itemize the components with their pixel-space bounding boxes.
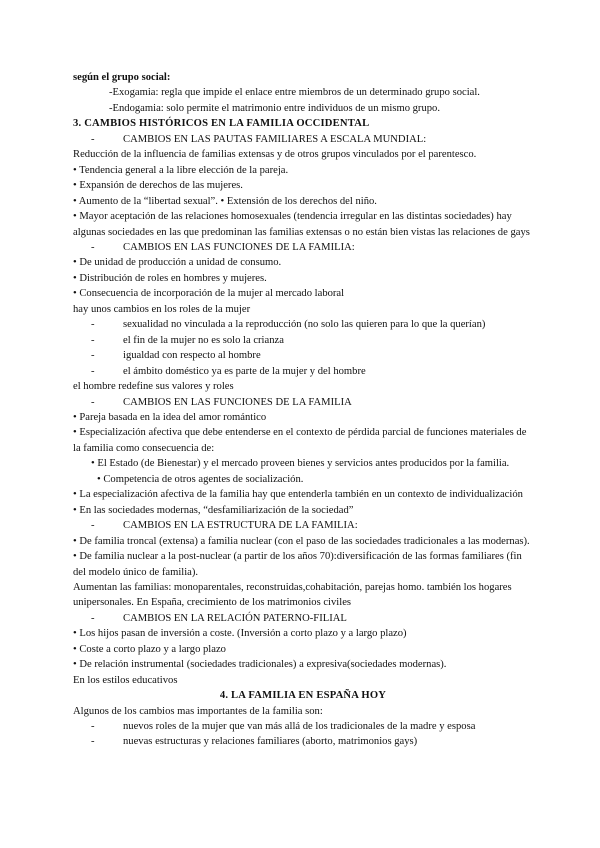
dash-marker: - — [91, 736, 95, 748]
bullet-item: • La especialización afectiva de la familia hay que entenderla también en un contexto de individualización — [73, 489, 523, 501]
text-line: En los estilos educativos — [73, 674, 178, 686]
dash-item — [73, 719, 533, 734]
bullet-item: • Coste a corto plazo y a largo plazo — [73, 643, 226, 655]
text-line: el hombre redefine sus valores y roles — [73, 381, 234, 393]
dash-item — [73, 317, 533, 332]
text-line: Aumentan las familias: monoparentales, reconstruidas,cohabitación, parejas homo. también los hogares unipersonales. En España, crecimiento de los matrimonios civiles — [73, 581, 512, 609]
bullet-item: • De relación instrumental (sociedades tradicionales) a expresiva(sociedades modernas). — [73, 659, 447, 671]
dash-marker: - — [91, 365, 95, 377]
dash-item — [73, 333, 533, 348]
bullet-item: • Mayor aceptación de las relaciones homosexuales (tendencia irregular en las distintas sociedades) hay algunas sociedades en las que predominan las familias extensas o no están bien vistas las relaciones de gays — [73, 211, 530, 238]
dash-marker: - — [91, 334, 95, 346]
bullet-item: • Expansión de derechos de las mujeres. — [73, 180, 243, 192]
document-body — [73, 70, 533, 750]
text-line: según el grupo social: — [73, 72, 171, 83]
dash-item — [73, 518, 533, 533]
bullet-item: • Especialización afectiva que debe entenderse en el contexto de pérdida parcial de funciones materiales de la familia como consecuencia de: — [73, 427, 527, 454]
dash-item — [73, 348, 533, 363]
dash-text: igualdad con respecto al hombre — [123, 350, 261, 362]
bullet-item: • De familia nuclear a la post-nuclear (a partir de los años 70):diversificación de las formas familiares (fin del modelo único de familia). — [73, 551, 522, 578]
dash-text: nuevos roles de la mujer que van más allá de los tradicionales de la madre y esposa — [123, 721, 476, 733]
subsection-heading: CAMBIOS EN LAS PAUTAS FAMILIARES A ESCALA MUNDIAL: — [123, 133, 427, 145]
dash-marker: - — [91, 241, 95, 253]
dash-marker: - — [91, 721, 95, 733]
dash-marker: - — [91, 350, 95, 362]
dash-item — [73, 132, 533, 147]
dash-text: el ámbito doméstico ya es parte de la mujer y del hombre — [123, 365, 366, 377]
text-line: Reducción de la influencia de familias extensas y de otros grupos vinculados por el parentesco. — [73, 149, 477, 161]
bullet-item: • El Estado (de Bienestar) y el mercado proveen bienes y servicios antes producidos por la familia. — [91, 458, 510, 470]
dash-marker: - — [91, 133, 95, 145]
dash-text: sexualidad no vinculada a la reproducción (no solo las quieren para lo que la querían) — [123, 319, 486, 331]
bullet-item: • Tendencia general a la libre elección de la pareja. — [73, 164, 289, 176]
bullet-item: • En las sociedades modernas, “desfamiliarización de la sociedad” — [73, 504, 354, 516]
section-title: 3. CAMBIOS HISTÓRICOS EN LA FAMILIA OCCIDENTAL — [73, 118, 370, 130]
bullet-item: • De unidad de producción a unidad de consumo. — [73, 257, 282, 269]
bullet-item: • Consecuencia de incorporación de la mujer al mercado laboral — [73, 288, 345, 300]
dash-marker: - — [91, 319, 95, 331]
text-line: -Exogamia: regla que impide el enlace entre miembros de un determinado grupo social. — [109, 87, 480, 99]
subsection-heading: CAMBIOS EN LA RELACIÓN PATERNO-FILIAL — [123, 612, 347, 624]
dash-text: el fin de la mujer no es solo la crianza — [123, 334, 284, 346]
dash-item — [73, 734, 533, 749]
bullet-item: • De familia troncal (extensa) a familia nuclear (con el paso de las sociedades tradicionales a las modernas). — [73, 535, 530, 547]
bullet-item: • Distribución de roles en hombres y mujeres. — [73, 272, 267, 284]
subsection-heading: CAMBIOS EN LA ESTRUCTURA DE LA FAMILIA: — [123, 520, 358, 532]
dash-item — [73, 395, 533, 410]
bullet-item: • Los hijos pasan de inversión a coste. (Inversión a corto plazo y a largo plazo) — [73, 628, 407, 640]
dash-item — [73, 364, 533, 379]
bullet-item: • Pareja basada en la idea del amor romántico — [73, 411, 267, 423]
dash-text: nuevas estructuras y relaciones familiares (aborto, matrimonios gays) — [123, 736, 418, 748]
dash-item — [73, 240, 533, 255]
dash-marker: - — [91, 520, 95, 532]
bullet-item: • Competencia de otros agentes de socialización. — [97, 473, 304, 485]
text-line: -Endogamia: solo permite el matrimonio entre individuos de un mismo grupo. — [109, 102, 440, 114]
text-line: hay unos cambios en los roles de la mujer — [73, 303, 251, 315]
subsection-heading: CAMBIOS EN LAS FUNCIONES DE LA FAMILIA — [123, 396, 352, 408]
dash-marker: - — [91, 396, 95, 408]
dash-marker: - — [91, 612, 95, 624]
bullet-item: • Aumento de la “libertad sexual”. • Extensión de los derechos del niño. — [73, 195, 377, 207]
dash-item — [73, 611, 533, 626]
text-line: Algunos de los cambios mas importantes de la familia son: — [73, 705, 323, 717]
subsection-heading: CAMBIOS EN LAS FUNCIONES DE LA FAMILIA: — [123, 241, 355, 253]
section-title: 4. LA FAMILIA EN ESPAÑA HOY — [219, 690, 387, 702]
